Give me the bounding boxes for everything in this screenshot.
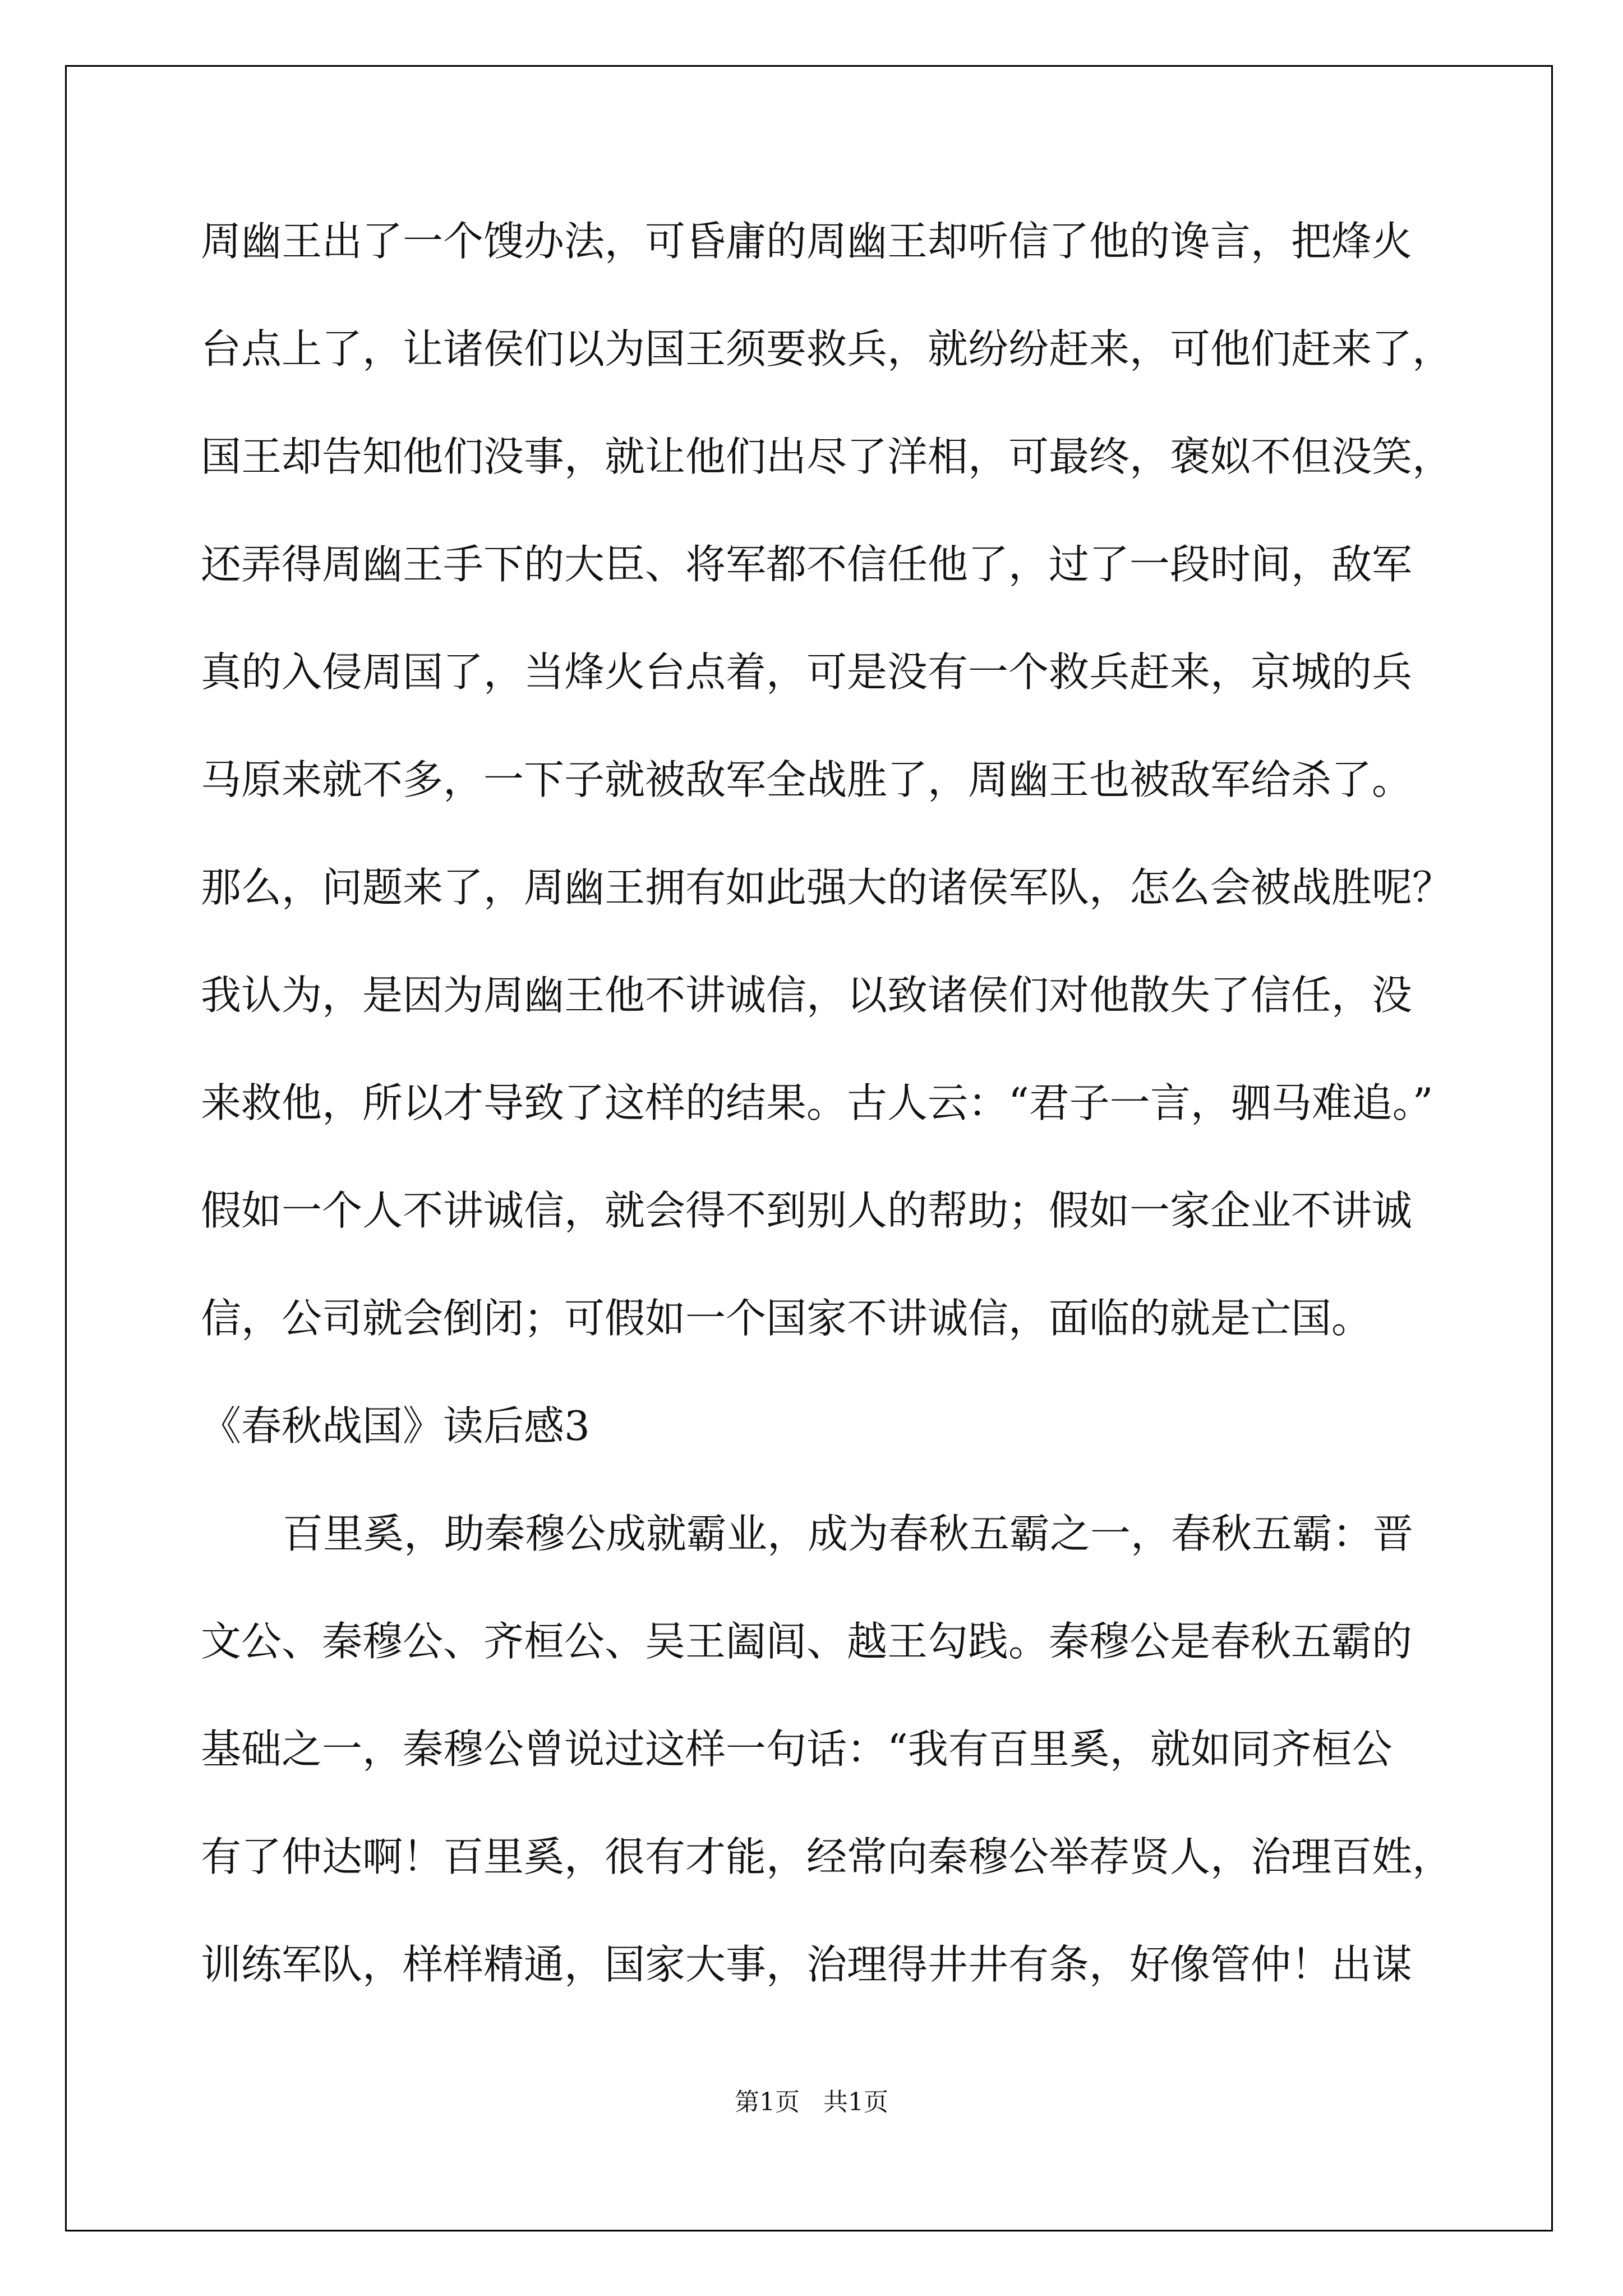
section-text-line: 训练军队，样样精通，国家大事，治理得井井有条，好像管仲！出谋 (201, 1941, 1413, 1988)
page-border (65, 65, 1553, 2231)
section-title: 《春秋战国》读后感3 (201, 1402, 590, 1450)
section-text-line: 基础之一，秦穆公曾说过这样一句话：“我有百里奚，就如同齐桓公 (201, 1726, 1393, 1773)
body-text-line: 真的入侵周国了，当烽火台点着，可是没有一个救兵赶来，京城的兵 (201, 648, 1413, 696)
body-text-line: 假如一个人不讲诚信，就会得不到别人的帮助；假如一家企业不讲诚 (201, 1187, 1413, 1234)
page-footer: 第1页 共1页 (735, 2088, 888, 2116)
body-text-line: 来救他，所以才导致了这样的结果。古人云：“君子一言，驷马难追。” (201, 1079, 1433, 1126)
body-text-line: 马原来就不多，一下子就被敌军全战胜了，周幽王也被敌军给杀了。 (201, 756, 1413, 803)
body-text-line: 那么，问题来了，周幽王拥有如此强大的诸侯军队，怎么会被战胜呢？ (201, 864, 1453, 911)
body-text-line: 周幽王出了一个馊办法，可昏庸的周幽王却听信了他的谗言，把烽火 (201, 218, 1413, 265)
body-text-line: 台点上了，让诸侯们以为国王须要救兵，就纷纷赶来，可他们赶来了， (201, 325, 1453, 372)
section-text-line: 百里奚，助秦穆公成就霸业，成为春秋五霸之一，春秋五霸：晋 (283, 1510, 1414, 1557)
body-text-line: 信，公司就会倒闭；可假如一个国家不讲诚信，面临的就是亡国。 (201, 1295, 1372, 1342)
body-text-line: 国王却告知他们没事，就让他们出尽了洋相，可最终，褒姒不但没笑， (201, 433, 1453, 480)
body-text-line: 我认为，是因为周幽王他不讲诚信，以致诸侯们对他散失了信任，没 (201, 972, 1413, 1019)
section-text-line: 有了仲达啊！百里奚，很有才能，经常向秦穆公举荐贤人，治理百姓， (201, 1833, 1453, 1880)
body-text-line: 还弄得周幽王手下的大臣、将军都不信任他了，过了一段时间，敌军 (201, 541, 1413, 588)
section-text-line: 文公、秦穆公、齐桓公、吴王阖闾、越王勾践。秦穆公是春秋五霸的 (201, 1618, 1413, 1665)
